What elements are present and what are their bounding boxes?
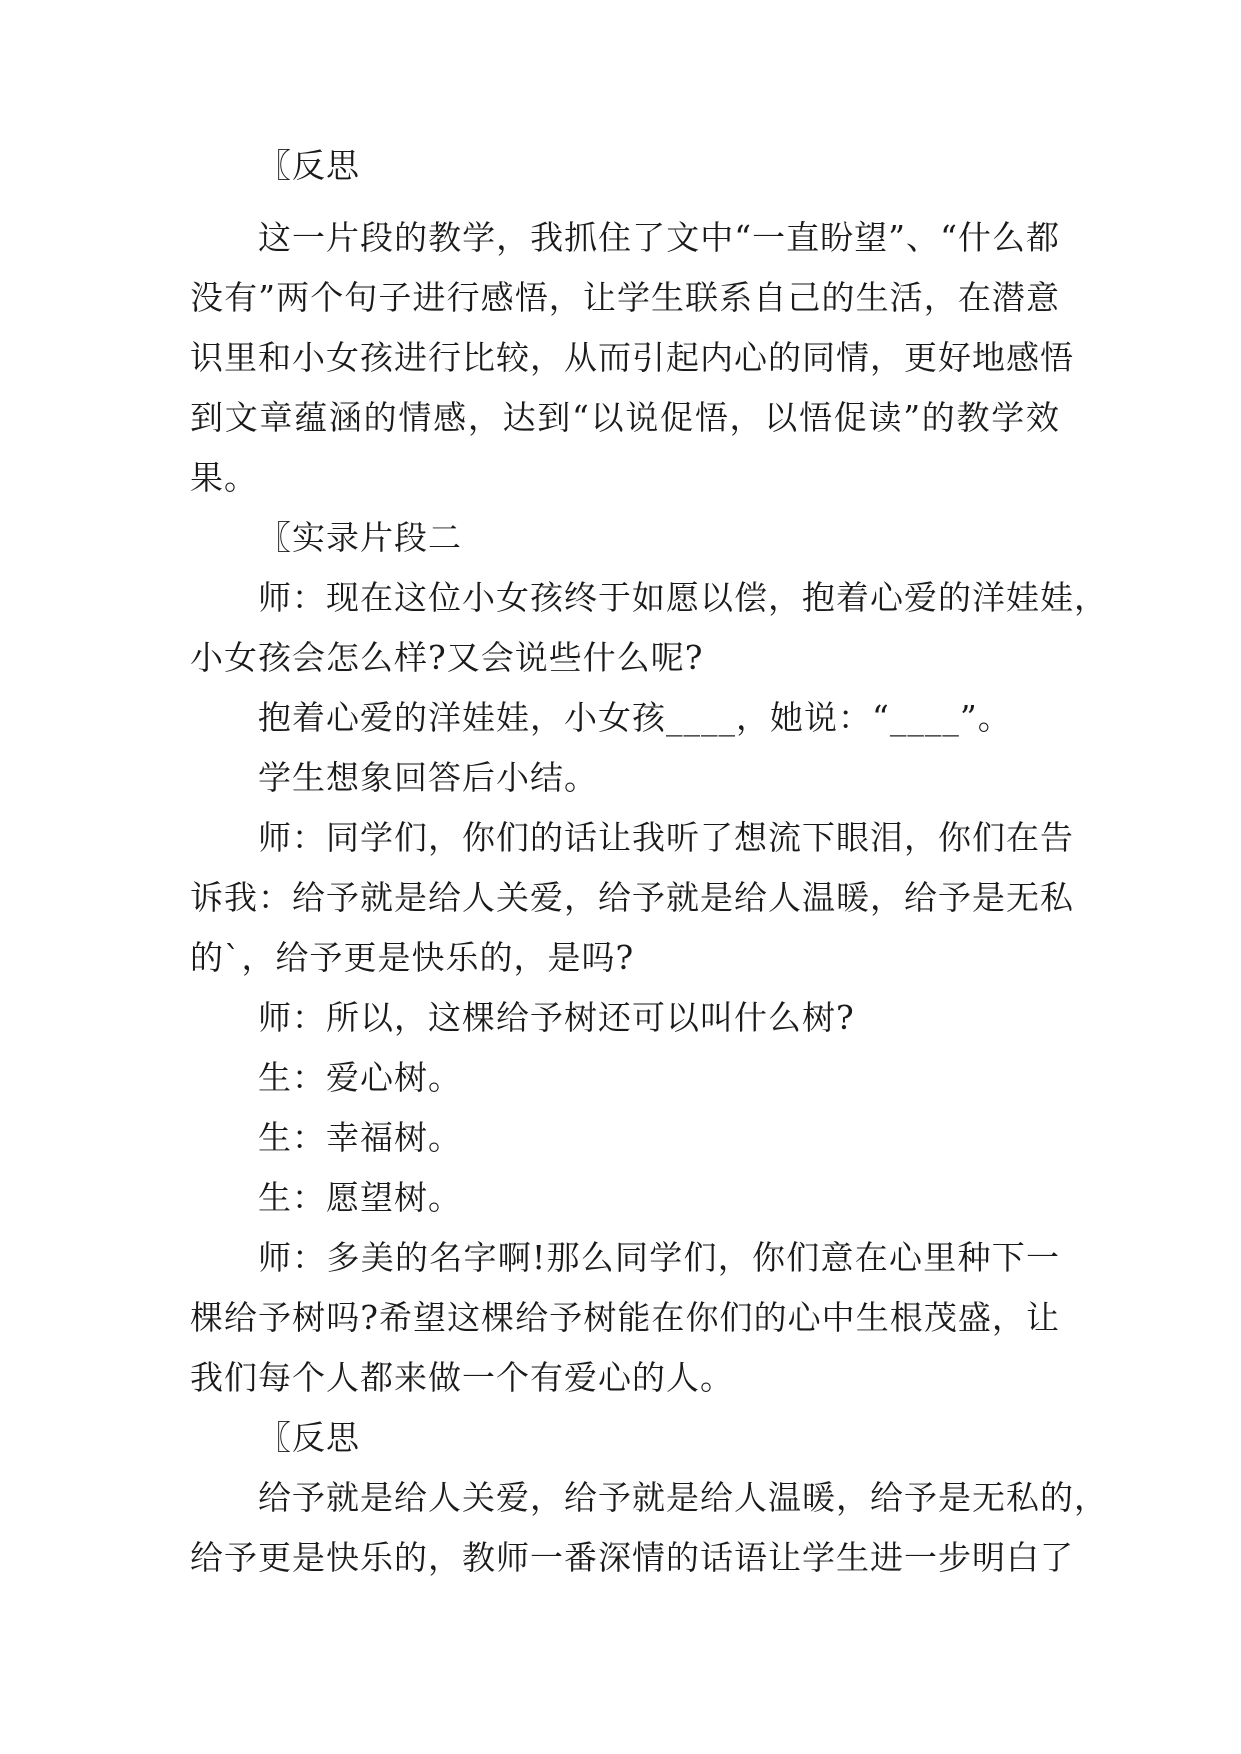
paragraph-line: 的`，给予更是快乐的，是吗?: [190, 938, 635, 977]
paragraph-line: 师：多美的名字啊!那么同学们，你们意在心里种下一: [258, 1238, 1060, 1277]
paragraph-line: 师：现在这位小女孩终于如愿以偿，抱着心爱的洋娃娃，: [258, 578, 1108, 617]
paragraph-line: 这一片段的教学，我抓住了文中“一直盼望”、“什么都: [258, 218, 1060, 257]
paragraph-line: 生：爱心树。: [258, 1058, 462, 1097]
paragraph-line: 识里和小女孩进行比较，从而引起内心的同情，更好地感悟: [190, 338, 1074, 377]
paragraph-line: 师：同学们，你们的话让我听了想流下眼泪，你们在告: [258, 818, 1074, 857]
paragraph-line: 给予就是给人关爱，给予就是给人温暖，给予是无私的，: [258, 1478, 1108, 1517]
paragraph-line: 生：幸福树。: [258, 1118, 462, 1157]
paragraph-line: 到文章蕴涵的情感，达到“以说促悟，以悟促读”的教学效: [190, 398, 1060, 437]
heading-reflection-2: 〖反思: [258, 1418, 360, 1457]
paragraph-line: 我们每个人都来做一个有爱心的人。: [190, 1358, 734, 1397]
paragraph-line: 诉我：给予就是给人关爱，给予就是给人温暖，给予是无私: [190, 878, 1074, 917]
paragraph-line: 师：所以，这棵给予树还可以叫什么树?: [258, 998, 855, 1037]
paragraph-line: 小女孩会怎么样?又会说些什么呢?: [190, 638, 704, 677]
paragraph-line: 学生想象回答后小结。: [258, 758, 598, 797]
paragraph-line: 没有”两个句子进行感悟，让学生联系自己的生活，在潜意: [190, 278, 1060, 317]
heading-record-segment-2: 〖实录片段二: [258, 518, 462, 557]
heading-reflection-1: 〖反思: [258, 146, 360, 185]
paragraph-line: 抱着心爱的洋娃娃，小女孩____，她说：“____”。: [258, 698, 1012, 737]
paragraph-line: 棵给予树吗?希望这棵给予树能在你们的心中生根茂盛，让: [190, 1298, 1060, 1337]
paragraph-line: 给予更是快乐的，教师一番深情的话语让学生进一步明白了: [190, 1538, 1074, 1577]
paragraph-line: 生：愿望树。: [258, 1178, 462, 1217]
paragraph-line: 果。: [190, 458, 258, 497]
